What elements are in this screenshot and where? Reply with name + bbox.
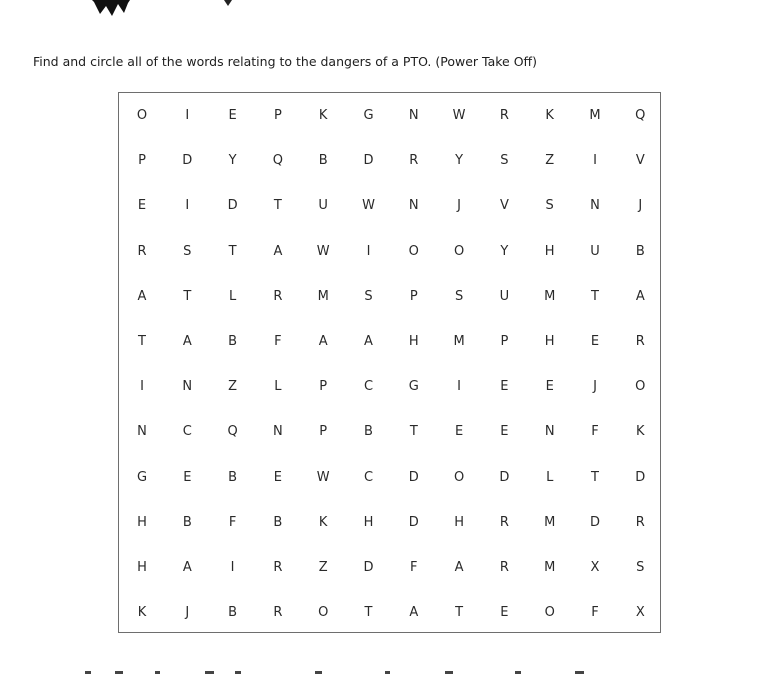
grid-letter: R xyxy=(499,108,509,123)
grid-letter: A xyxy=(273,243,283,259)
grid-letter: P xyxy=(500,334,509,349)
grid-letter: G xyxy=(363,108,374,123)
grid-letter: F xyxy=(591,605,599,621)
grid-letter: T xyxy=(228,243,237,259)
cropped-text-line xyxy=(85,668,605,675)
grid-letter: P xyxy=(138,153,146,169)
grid-letter: B xyxy=(273,514,283,530)
grid-letter: H xyxy=(454,514,464,530)
grid-letter: S xyxy=(636,560,645,575)
instruction-text: Find and circle all of the words relating to the dangers of a PTO. (Power Take Off) xyxy=(33,54,538,69)
grid-letter: E xyxy=(183,469,192,485)
grid-letter: I xyxy=(593,153,597,169)
grid-letter: D xyxy=(363,560,374,575)
grid-letter: S xyxy=(500,153,509,169)
grid-letter: J xyxy=(593,379,597,395)
grid-letter: B xyxy=(228,334,238,349)
grid-letter: T xyxy=(591,288,599,304)
grid-letter: Q xyxy=(227,424,238,440)
grid-letter: R xyxy=(409,153,419,169)
grid-letter: T xyxy=(273,198,282,214)
grid-letter: E xyxy=(500,379,509,395)
grid-letter: R xyxy=(499,560,509,575)
grid-letter: R xyxy=(273,605,283,621)
grid-letter: D xyxy=(363,153,374,169)
grid-letter: S xyxy=(454,288,464,304)
grid-letter: P xyxy=(319,379,328,395)
letter-grid xyxy=(119,93,660,632)
cropped-illustration xyxy=(92,0,242,22)
grid-letter: N xyxy=(590,198,600,214)
grid-letter: K xyxy=(137,605,147,621)
grid-letter: O xyxy=(136,108,148,123)
grid-letter: P xyxy=(273,108,282,123)
grid-letter: I xyxy=(185,108,190,123)
grid-letter: J xyxy=(638,198,643,214)
grid-letter: X xyxy=(635,605,645,621)
grid-letter: N xyxy=(408,108,419,123)
grid-letter: N xyxy=(182,379,193,395)
grid-letter: D xyxy=(635,469,646,485)
grid-letter: B xyxy=(182,514,192,530)
grid-letter: V xyxy=(499,198,509,214)
grid-letter: P xyxy=(409,288,418,304)
grid-letter: D xyxy=(408,469,419,485)
grid-letter: O xyxy=(408,243,419,259)
grid-letter: W xyxy=(316,469,330,485)
grid-letter: O xyxy=(453,243,465,259)
grid-letter: I xyxy=(366,243,371,259)
grid-letter: I xyxy=(140,379,144,395)
grid-letter: I xyxy=(457,379,462,395)
grid-letter: A xyxy=(182,560,192,575)
grid-letter: M xyxy=(544,514,556,530)
grid-letter: R xyxy=(273,288,283,304)
grid-letter: G xyxy=(136,469,148,485)
grid-letter: M xyxy=(544,288,556,304)
grid-letter: O xyxy=(635,379,646,395)
grid-letter: R xyxy=(137,243,147,259)
grid-letter: S xyxy=(364,288,373,304)
grid-letter: R xyxy=(635,334,645,349)
grid-letter: L xyxy=(546,469,554,485)
grid-letter: E xyxy=(500,424,509,440)
grid-letter: H xyxy=(544,334,555,349)
grid-letter: F xyxy=(274,334,282,349)
grid-letter: U xyxy=(318,198,328,214)
grid-letter: Q xyxy=(635,108,646,123)
grid-letter: M xyxy=(544,560,556,575)
grid-letter: B xyxy=(318,153,328,169)
grid-letter: F xyxy=(591,424,599,440)
grid-letter: A xyxy=(137,288,147,304)
grid-letter: E xyxy=(545,379,554,395)
grid-letter: L xyxy=(274,379,282,395)
grid-letter: M xyxy=(317,288,329,304)
grid-letter: T xyxy=(455,605,464,621)
grid-letter: R xyxy=(273,560,283,575)
grid-letter: T xyxy=(183,288,192,304)
grid-letter: M xyxy=(453,334,465,349)
grid-letter: Y xyxy=(228,153,237,169)
grid-letter: N xyxy=(408,198,419,214)
grid-letter: Q xyxy=(272,153,283,169)
grid-letter: G xyxy=(408,379,419,395)
grid-letter: H xyxy=(408,334,419,349)
grid-letter: I xyxy=(185,198,190,214)
grid-letter: Y xyxy=(500,243,509,259)
grid-letter: M xyxy=(589,108,601,123)
grid-letter: E xyxy=(590,334,600,349)
grid-letter: K xyxy=(545,108,554,123)
grid-letter: A xyxy=(318,334,328,349)
grid-letter: D xyxy=(408,514,419,530)
grid-letter: X xyxy=(590,560,600,575)
grid-letter: F xyxy=(228,514,237,530)
grid-letter: Z xyxy=(228,379,238,395)
grid-letter: A xyxy=(364,334,373,349)
grid-letter: H xyxy=(544,243,555,259)
grid-letter: Z xyxy=(545,153,555,169)
grid-letter: R xyxy=(499,514,509,530)
grid-letter: T xyxy=(364,605,373,621)
grid-letter: B xyxy=(228,469,238,485)
grid-letter: B xyxy=(364,424,373,440)
grid-letter: I xyxy=(230,560,235,575)
grid-letter: U xyxy=(499,288,510,304)
grid-letter: F xyxy=(410,560,418,575)
grid-letter: A xyxy=(454,560,464,575)
grid-letter: L xyxy=(228,288,237,304)
grid-letter: D xyxy=(499,469,510,485)
grid-letter: S xyxy=(545,198,554,214)
grid-letter: N xyxy=(137,424,147,440)
grid-letter: V xyxy=(635,153,645,169)
grid-letter: O xyxy=(453,469,465,485)
grid-letter: Z xyxy=(318,560,328,575)
grid-letter: O xyxy=(544,605,555,621)
grid-letter: R xyxy=(635,514,645,530)
grid-letter: C xyxy=(363,379,374,395)
grid-letter: T xyxy=(591,469,599,485)
grid-letter: B xyxy=(228,605,238,621)
grid-letter: C xyxy=(182,424,192,440)
grid-letter: A xyxy=(182,334,192,349)
grid-letter: E xyxy=(273,469,282,485)
grid-letter: K xyxy=(318,108,328,123)
grid-letter: W xyxy=(452,108,466,123)
grid-letter: S xyxy=(183,243,192,259)
grid-letter: H xyxy=(137,514,147,530)
grid-letter: D xyxy=(227,198,238,214)
grid-letter: E xyxy=(500,605,509,621)
grid-letter: T xyxy=(138,334,146,349)
grid-letter: W xyxy=(362,198,375,214)
grid-letter: T xyxy=(409,424,418,440)
grid-letter: A xyxy=(409,605,419,621)
grid-letter: E xyxy=(228,108,237,123)
grid-letter: E xyxy=(137,198,147,214)
grid-letter: K xyxy=(636,424,645,440)
grid-letter: C xyxy=(363,469,374,485)
grid-letter: H xyxy=(363,514,374,530)
grid-letter: B xyxy=(635,243,645,259)
grid-letter: K xyxy=(318,514,328,530)
grid-letter: H xyxy=(137,560,147,575)
grid-letter: O xyxy=(318,605,329,621)
grid-letter: U xyxy=(590,243,600,259)
grid-letter: E xyxy=(454,424,464,440)
word-search-grid xyxy=(118,92,661,633)
grid-letter: N xyxy=(544,424,555,440)
grid-letter: A xyxy=(635,288,645,304)
grid-letter: W xyxy=(316,243,330,259)
grid-letter: P xyxy=(319,424,328,440)
grid-letter: D xyxy=(182,153,193,169)
grid-letter: J xyxy=(457,198,462,214)
grid-letter: Y xyxy=(455,153,464,169)
grid-letter: D xyxy=(589,514,600,530)
grid-letter: J xyxy=(185,605,190,621)
grid-letter: N xyxy=(273,424,283,440)
